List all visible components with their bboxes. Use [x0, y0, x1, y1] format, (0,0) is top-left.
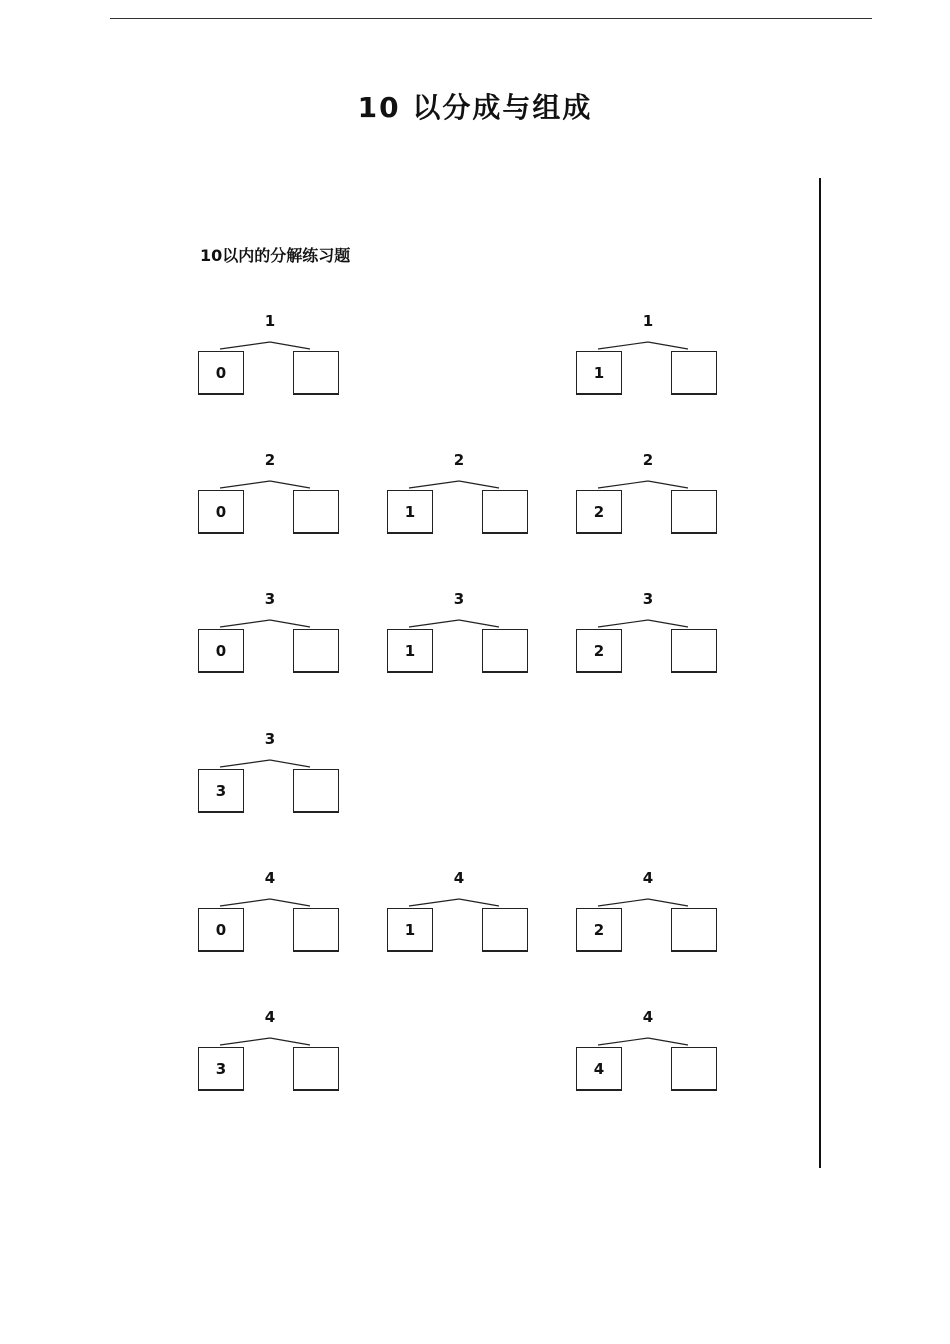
branch-line — [220, 1038, 270, 1045]
answer-box[interactable] — [293, 490, 339, 534]
given-part-box: 0 — [198, 629, 244, 673]
branch-line — [459, 899, 499, 906]
answer-box[interactable] — [293, 351, 339, 395]
branch-lines — [576, 608, 721, 630]
total-number: 4 — [264, 1008, 276, 1026]
branch-line — [409, 620, 459, 627]
total-number: 1 — [264, 312, 276, 330]
given-part-box: 1 — [387, 490, 433, 534]
branch-lines — [387, 608, 532, 630]
branch-line — [220, 342, 270, 349]
given-part-box: 2 — [576, 629, 622, 673]
branch-lines — [198, 469, 343, 491]
branch-line — [598, 899, 648, 906]
given-part-box: 0 — [198, 908, 244, 952]
decomposition-problem — [576, 869, 721, 964]
given-part-box: 1 — [387, 629, 433, 673]
total-number: 2 — [453, 451, 465, 469]
branch-line — [648, 342, 688, 349]
total-number: 3 — [642, 590, 654, 608]
answer-box[interactable] — [293, 1047, 339, 1091]
answer-box[interactable] — [293, 769, 339, 813]
answer-box[interactable] — [482, 908, 528, 952]
branch-line — [409, 899, 459, 906]
branch-line — [598, 342, 648, 349]
decomposition-problem — [387, 590, 532, 685]
branch-line — [598, 1038, 648, 1045]
decomposition-problem — [198, 869, 343, 964]
given-part-box: 2 — [576, 490, 622, 534]
given-part-box: 1 — [387, 908, 433, 952]
decomposition-problem — [576, 451, 721, 546]
branch-line — [270, 760, 310, 767]
total-number: 3 — [264, 590, 276, 608]
decomposition-problem — [198, 451, 343, 546]
given-part-box: 4 — [576, 1047, 622, 1091]
answer-box[interactable] — [482, 629, 528, 673]
branch-lines — [576, 330, 721, 352]
given-part-box: 2 — [576, 908, 622, 952]
answer-box[interactable] — [293, 908, 339, 952]
branch-lines — [198, 1026, 343, 1048]
decomposition-problem — [198, 312, 343, 407]
branch-line — [648, 1038, 688, 1045]
total-number: 3 — [264, 730, 276, 748]
branch-lines — [387, 887, 532, 909]
answer-box[interactable] — [482, 490, 528, 534]
branch-lines — [576, 1026, 721, 1048]
branch-line — [220, 481, 270, 488]
branch-line — [598, 481, 648, 488]
given-part-box: 0 — [198, 351, 244, 395]
section-title: 10以内的分解练习题 — [200, 246, 351, 265]
answer-box[interactable] — [671, 908, 717, 952]
total-number: 4 — [642, 1008, 654, 1026]
branch-line — [648, 620, 688, 627]
total-number: 4 — [642, 869, 654, 887]
branch-lines — [576, 887, 721, 909]
branch-lines — [198, 330, 343, 352]
branch-line — [270, 899, 310, 906]
total-number: 3 — [453, 590, 465, 608]
decomposition-problem — [387, 869, 532, 964]
branch-line — [459, 620, 499, 627]
answer-box[interactable] — [671, 351, 717, 395]
given-part-box: 0 — [198, 490, 244, 534]
branch-line — [459, 481, 499, 488]
total-number: 2 — [642, 451, 654, 469]
decomposition-problem — [198, 590, 343, 685]
branch-line — [648, 481, 688, 488]
branch-line — [270, 620, 310, 627]
branch-line — [220, 760, 270, 767]
decomposition-problem — [576, 312, 721, 407]
decomposition-problem — [198, 730, 343, 825]
given-part-box: 3 — [198, 1047, 244, 1091]
answer-box[interactable] — [293, 629, 339, 673]
given-part-box: 3 — [198, 769, 244, 813]
total-number: 4 — [453, 869, 465, 887]
branch-lines — [198, 748, 343, 770]
branch-line — [270, 342, 310, 349]
answer-box[interactable] — [671, 490, 717, 534]
decomposition-problem — [387, 451, 532, 546]
decomposition-problem — [576, 1008, 721, 1103]
total-number: 1 — [642, 312, 654, 330]
branch-line — [220, 899, 270, 906]
page-title: 10 以分成与组成 — [357, 91, 593, 124]
branch-lines — [387, 469, 532, 491]
branch-lines — [198, 608, 343, 630]
total-number: 2 — [264, 451, 276, 469]
decomposition-problem — [576, 590, 721, 685]
branch-line — [270, 481, 310, 488]
decomposition-problem — [198, 1008, 343, 1103]
branch-line — [409, 481, 459, 488]
branch-line — [220, 620, 270, 627]
branch-lines — [576, 469, 721, 491]
branch-line — [598, 620, 648, 627]
branch-line — [648, 899, 688, 906]
branch-lines — [198, 887, 343, 909]
given-part-box: 1 — [576, 351, 622, 395]
answer-box[interactable] — [671, 1047, 717, 1091]
branch-line — [270, 1038, 310, 1045]
answer-box[interactable] — [671, 629, 717, 673]
total-number: 4 — [264, 869, 276, 887]
